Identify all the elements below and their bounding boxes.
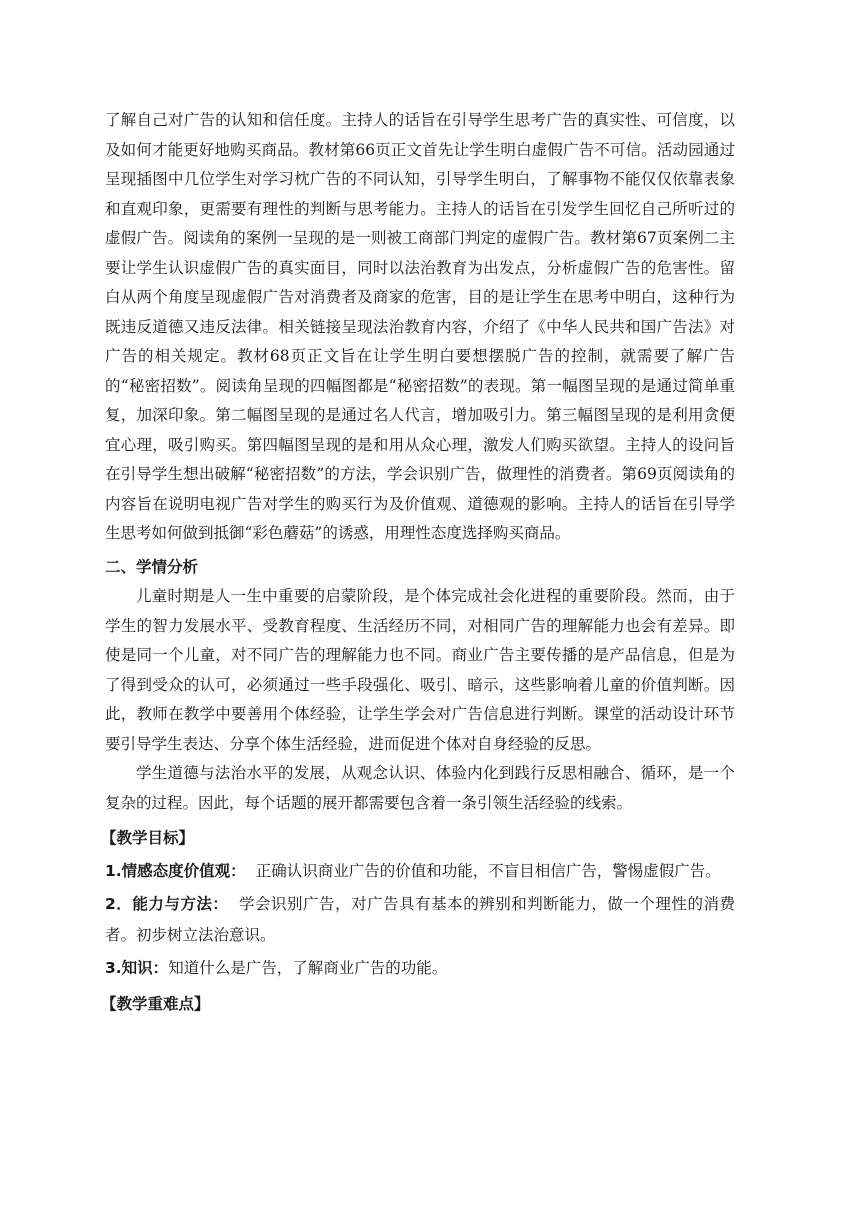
intro-paragraph: 了解自己对广告的认知和信任度。主持人的话旨在引导学生思考广告的真实性、可信度，以及如何才能更好地购买商品。教材第66页正文首先让学生明白虚假广告不可信。活动园通过呈现插图中几位学生对学习枕广告的不同认知，引导学生明白，了解事物不能仅仅依靠表象和直观印象，更需要有理性的判断与思考能力。主持人的话旨在引发学生回忆自己所听过的虚假广告。阅读角的案例一呈现的是一则被工商部门判定的虚假广告。教材第67页案例二主要让学生认识虚假广告的真实面目，同时以法治教育为出发点，分析虚假广告的危害性。留白从两个角度呈现虚假广告对消费者及商家的危害，目的是让学生在思考中明白，这种行为既违反道德又违反法律。相关链接呈现法治教育内容，介绍了《中华人民共和国广告法》对广告的相关规定。教材68页正文旨在让学生明白要想摆脱广告的控制，就需要了解广告的“秘密招数”。阅读角呈现的四幅图都是“秘密招数”的表现。第一幅图呈现的是通过简单重复，加深印象。第二幅图呈现的是通过名人代言，增加吸引力。第三幅图呈现的是利用贪便宜心理，吸引购买。第四幅图呈现的是和用从众心理，激发人们购买欲望。主持人的设问旨在引导学生想出破解“秘密招数”的方法，学会识别广告，做理性的消费者。第69页阅读角的内容旨在说明电视广告对学生的购买行为及价值观、道德观的影响。主持人的话旨在引导学生思考如何做到抵御“彩色蘑菇”的诱惑，用理性态度选择购买商品。 (105, 111, 735, 542)
objective-label: 1.情感态度价值观： (105, 861, 246, 880)
objective-item (105, 953, 735, 984)
section-heading-learning-analysis: 二、学情分析 (105, 557, 199, 576)
objective-text: 正确认识商业广告的价值和功能，不盲目相信广告，警惕虚假广告。 (255, 861, 721, 880)
teaching-objectives-heading: 【教学目标】 (101, 829, 195, 847)
objective-label: 3.知识： (105, 958, 169, 977)
objective-item (105, 856, 735, 887)
learning-analysis-paragraph-2: 学生道德与法治水平的发展，从观念认识、体验内化到践行反思相融合、循环，是一个复杂的过程。因此，每个话题的展开都需要包含着一条引领生活经验的线索。 (105, 764, 735, 812)
document-page (101, 106, 735, 1019)
objective-text: 学会识别广告，对广告具有基本的辨别和判断能力，做一个理性的消费者。初步树立法治意识。 (105, 894, 735, 944)
learning-analysis-paragraph-1: 儿童时期是人一生中重要的启蒙阶段，是个体完成社会化进程的重要阶段。然而，由于学生的智力发展水平、受教育程度、生活经历不同，对相同广告的理解能力也会有差异。即使是同一个儿童，对不同广告的理解能力也不同。商业广告主要传播的是产品信息，但是为了得到受众的认可，必须通过一些手段强化、吸引、暗示，这些影响着儿童的价值判断。因此，教师在教学中要善用个体经验，让学生学会对广告信息进行判断。课堂的活动设计环节要引导学生表达、分享个体生活经验，进而促进个体对自身经验的反思。 (105, 587, 735, 753)
objective-label: 2．能力与方法： (105, 894, 229, 913)
key-points-heading: 【教学重难点】 (101, 994, 210, 1013)
objective-item (105, 889, 735, 951)
objective-text: 知道什么是广告，了解商业广告的功能。 (168, 958, 448, 977)
